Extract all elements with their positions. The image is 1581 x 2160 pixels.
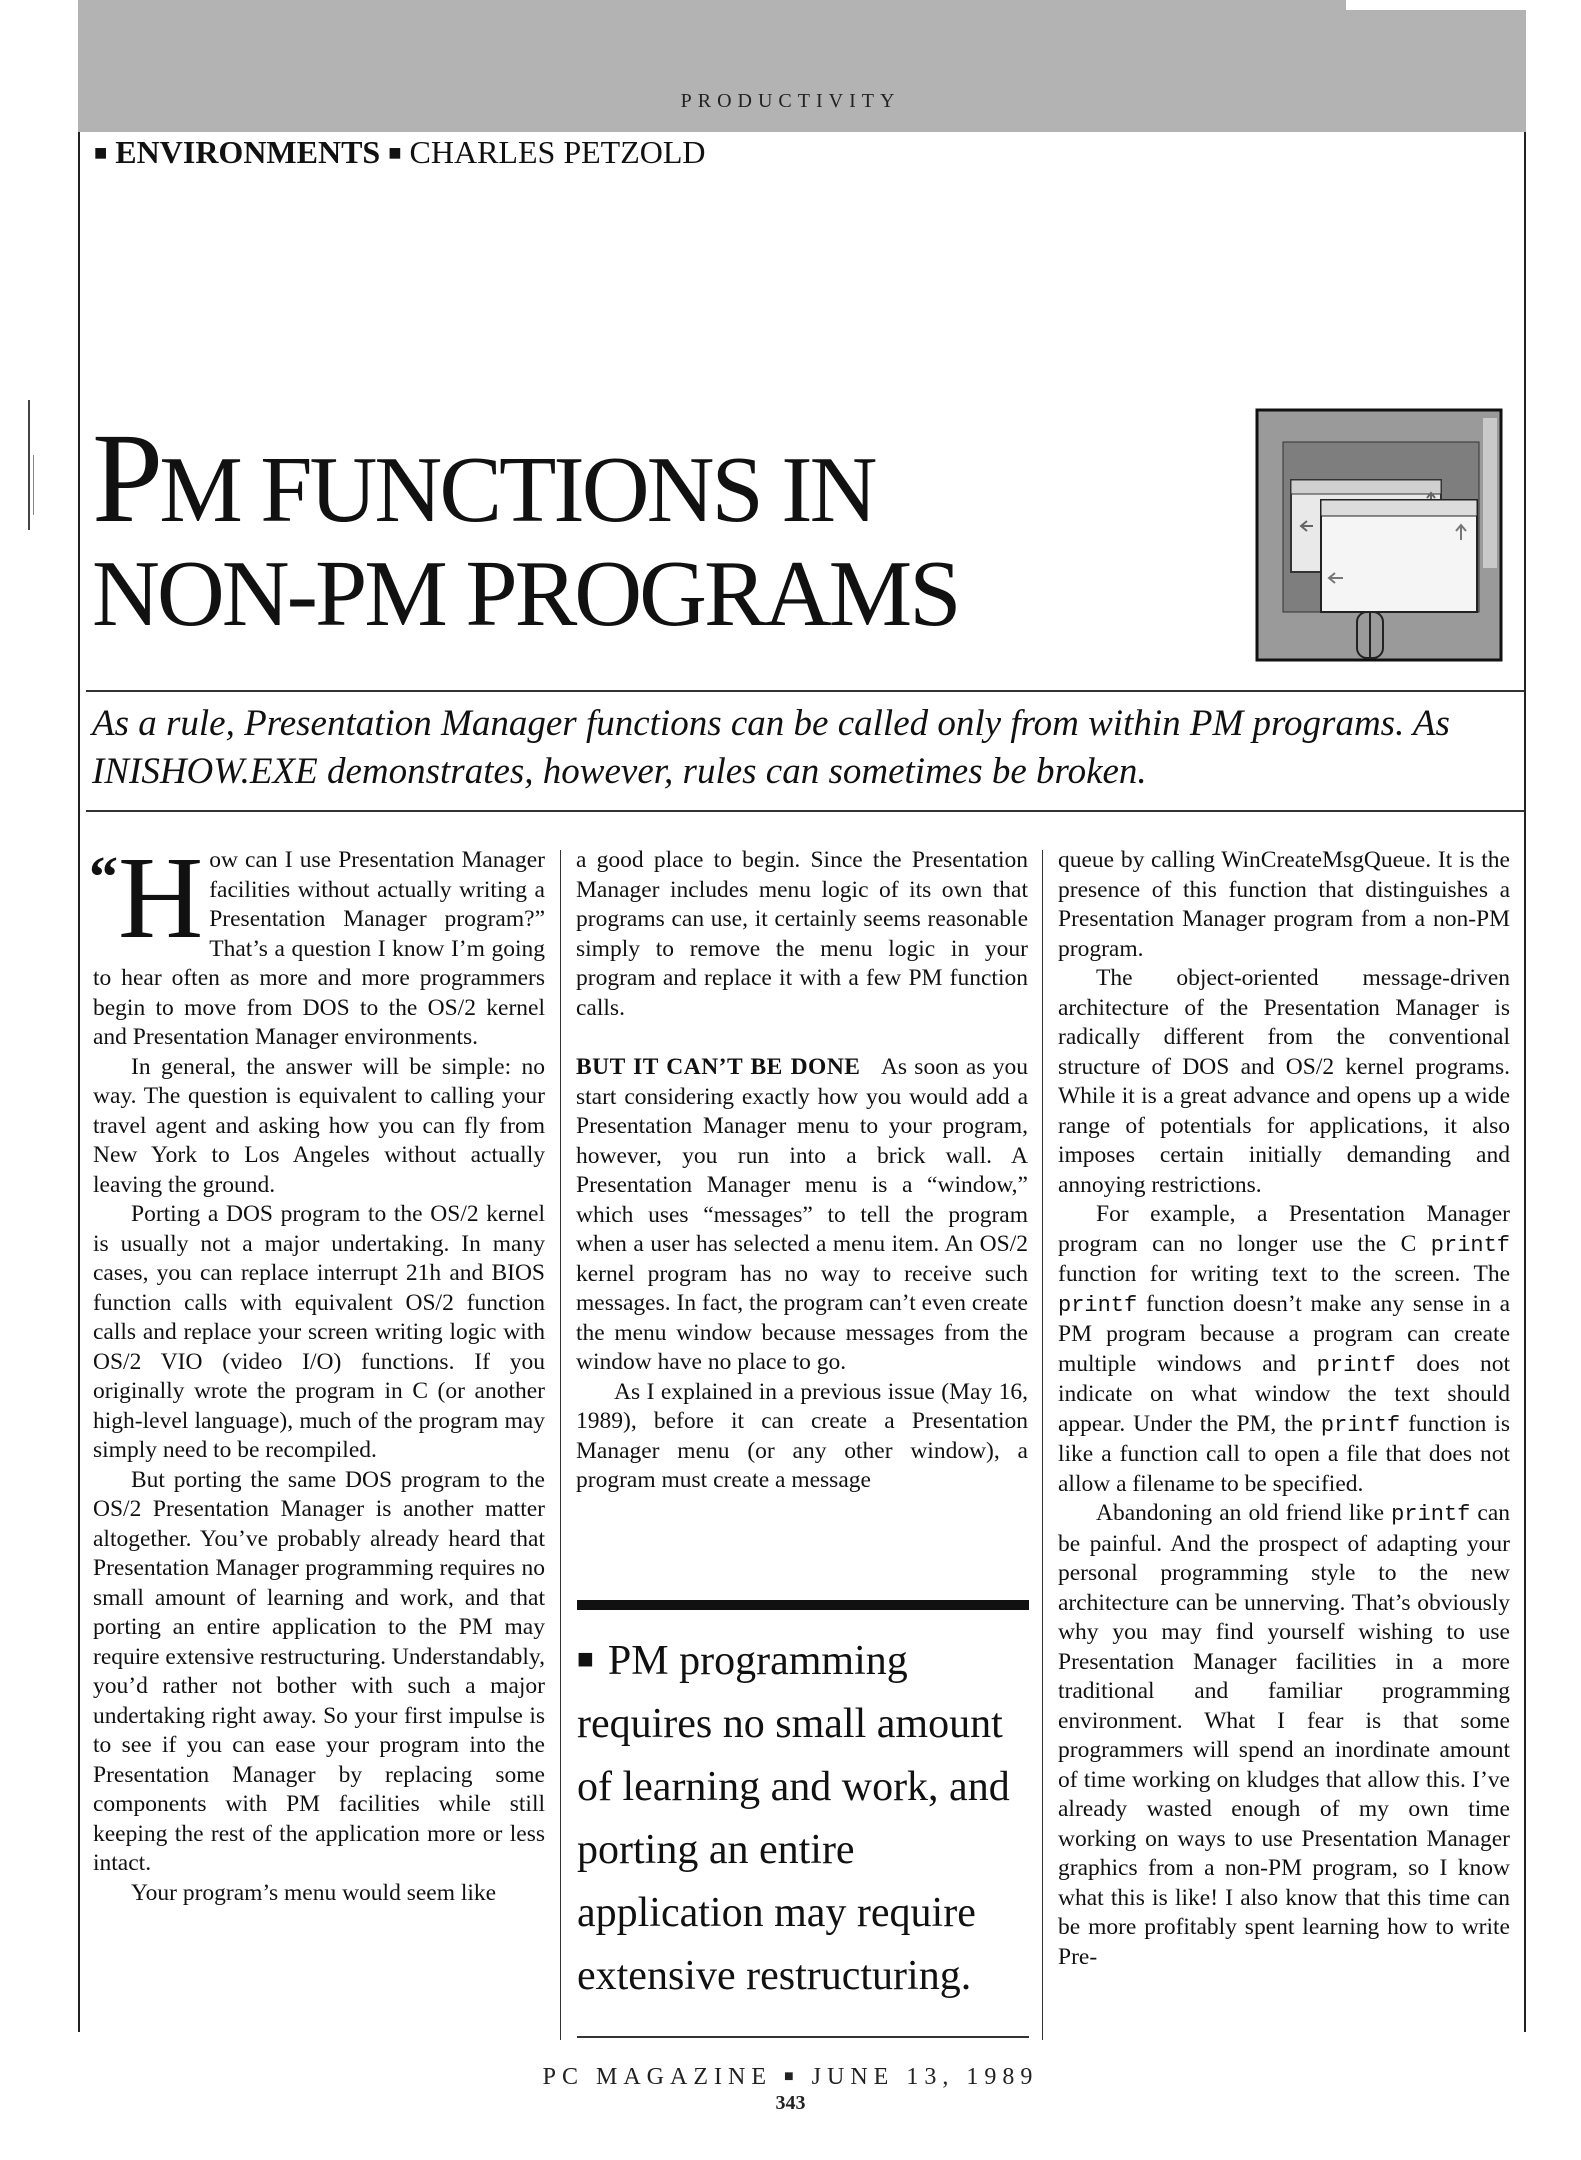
scan-edge-mark <box>33 455 34 515</box>
issue-date: JUNE 13, 1989 <box>811 2064 1039 2090</box>
paragraph: queue by calling WinCreateMsgQueue. It is the presence of this function that distinguishes a Presentation Manager program from a non-PM program. <box>1058 847 1510 962</box>
column-2 <box>576 846 1028 1496</box>
paragraph: Porting a DOS program to the OS/2 kernel is usually not a major undertaking. In many cases, you can replace interrupt 21h and BIOS function calls with equivalent OS/2 function calls and replace your screen writing logic with OS/2 VIO (video I/O) functions. If you originally wrote the program in C (or another high-level language), much of the program may simply need to be recompiled. <box>93 1201 545 1463</box>
paragraph <box>1058 1200 1510 1499</box>
right-margin-rule <box>1524 132 1526 2032</box>
title-line-1-rest: M FUNCTIONS IN <box>159 438 875 542</box>
scan-edge-mark <box>28 400 30 530</box>
dropcap-letter: H <box>118 832 204 963</box>
paragraph-text: function doesn’t make any sense in a PM program because a program can create multiple windows and <box>1058 1290 1510 1377</box>
dropcap-group <box>89 832 204 963</box>
page-number: 343 <box>775 2092 806 2114</box>
paragraph-text: Abandoning an old friend like <box>1096 1500 1385 1526</box>
paragraph-text: does not indicate on what window the text should appear. Under the PM, the <box>1058 1350 1511 1437</box>
paragraph: Your program’s menu would seem like <box>131 1879 497 1906</box>
title-line-1 <box>92 407 1192 549</box>
category-label: ENVIRONMENTS <box>115 134 381 170</box>
front-window <box>1321 500 1477 612</box>
open-quote: “ <box>89 844 118 909</box>
column-rule <box>1042 850 1043 2040</box>
paragraph <box>576 1053 1028 1378</box>
illustration-edge <box>1483 418 1497 568</box>
bullet-square-icon: ■ <box>577 1644 594 1675</box>
paragraph-text: function is like a function call to open a file that does not allow a filename to be specified. <box>1058 1410 1511 1497</box>
author-byline: CHARLES PETZOLD <box>409 134 706 170</box>
scan-streak <box>1346 0 1526 10</box>
footer-line <box>0 2064 1581 2091</box>
subhead: BUT IT CAN’T BE DONE <box>576 1054 861 1080</box>
section-label: PRODUCTIVITY <box>680 90 901 112</box>
magazine-name: PC MAGAZINE <box>542 2064 772 2090</box>
pull-quote-text: PM programming requires no small amount of learning and work, and porting an entire application may require extensive restructuring. <box>577 1638 1010 1999</box>
paragraph-text: For example, a Presentation Manager program can no longer use the C <box>1058 1201 1510 1257</box>
front-window-titlebar <box>1321 500 1477 516</box>
paragraph: a good place to begin. Since the Presentation Manager includes menu logic of its own that programs can use, it certainly seems reasonable simply to remove the menu logic in your program and replace it with a few PM function calls. <box>576 847 1028 1021</box>
paragraph: As I explained in a previous issue (May 16, 1989), before it can create a Presentation Manager menu (or any other window), a program must create a message <box>576 1378 1028 1493</box>
column-1 <box>89 832 545 1908</box>
bullet-square-icon: ■ <box>94 140 108 165</box>
paragraph-text: can be painful. And the prospect of adapting your personal programming style to the new architecture can be unnerving. That’s obviously why you may find yourself wishing to use Presentation Manager facilities in a more traditional and familiar programming environment. What I fear is that some programmers will spend an inordinate amount of time working on kludges that allow this. I’ve already wasted enough of my own time working on ways to use Presentation Manager graphics from a non-PM program, so I know what this is like! I also know that this time can be more profitably spent learning how to write Pre- <box>1058 1500 1511 1970</box>
left-margin-rule <box>78 132 80 2032</box>
paragraph-text: function for writing text to the screen. The <box>1058 1261 1510 1287</box>
pull-quote <box>577 1628 1037 2008</box>
kicker <box>94 134 706 171</box>
paragraph: But porting the same DOS program to the OS/2 Presentation Manager is another matter altogether. You’ve probably already heard that Presentation Manager programming requires no small amount of learning and work, and that porting an entire application to the PM may require extensive restructuring. Understandably, you’d rather not bother with such a major undertaking right away. So your first impulse is to see if you can ease your program into the Presentation Manager by replacing some components with PM facilities while still keeping the rest of the application more or less intact. <box>93 1466 545 1876</box>
code-term: printf <box>1316 1352 1396 1378</box>
paragraph-text: As soon as you start considering exactly how you would add a Presentation Manager menu to your program, however, you run into a brick wall. A Presentation Manager menu is a “window,” which uses “messages” to tell the program when a user has selected a menu item. An OS/2 kernel program has no way to receive such messages. In fact, the program can’t even create the menu window because messages from the window have no place to go. <box>576 1054 1028 1375</box>
back-window-titlebar <box>1291 480 1441 494</box>
article-deck: As a rule, Presentation Manager functions can be called only from within PM programs. As INISHOW.EXE demonstrates, however, rules can sometimes be broken. <box>92 703 1450 792</box>
title-initial: P <box>92 407 160 549</box>
code-term: printf <box>1058 1292 1138 1318</box>
code-term: printf <box>1391 1502 1471 1527</box>
paragraph: In general, the answer will be simple: no way. The question is equivalent to calling your travel agent and asking how you can fly from New York to Los Angeles without actually leaving the ground. <box>93 1053 545 1198</box>
bullet-square-icon: ■ <box>388 140 402 165</box>
paragraph <box>1058 1499 1510 1972</box>
deck-rule-bottom <box>86 810 1524 812</box>
column-rule <box>560 850 561 2040</box>
overlapping-windows-illustration <box>1255 408 1503 663</box>
pullquote-rule-bottom <box>577 2036 1029 2038</box>
pullquote-rule-top <box>577 1600 1029 1610</box>
code-term: printf <box>1430 1232 1511 1258</box>
paragraph-text: ow can I use Presentation Manager facilities without actually writing a Presentation Manager program?” That’s a question I know I’m going to hear often as more and more programmers begin to move from DOS to the OS/2 kernel and Presentation Manager environments. <box>93 847 545 1050</box>
code-term: printf <box>1320 1412 1401 1438</box>
bullet-square-icon: ■ <box>784 2068 800 2085</box>
paragraph: The object-oriented message-driven architecture of the Presentation Manager is radically different from the conventional structure of DOS and OS/2 kernel programs. While it is a great advance and opens up a wide range of potentials for applications, it also imposes certain initially demanding and annoying restrictions. <box>1058 965 1510 1198</box>
deck-rule-top <box>86 690 1524 692</box>
paragraph <box>89 832 545 1053</box>
column-3 <box>1058 846 1510 1972</box>
title-line-2: NON-PM PROGRAMS <box>92 542 959 646</box>
article-title <box>92 407 1192 646</box>
